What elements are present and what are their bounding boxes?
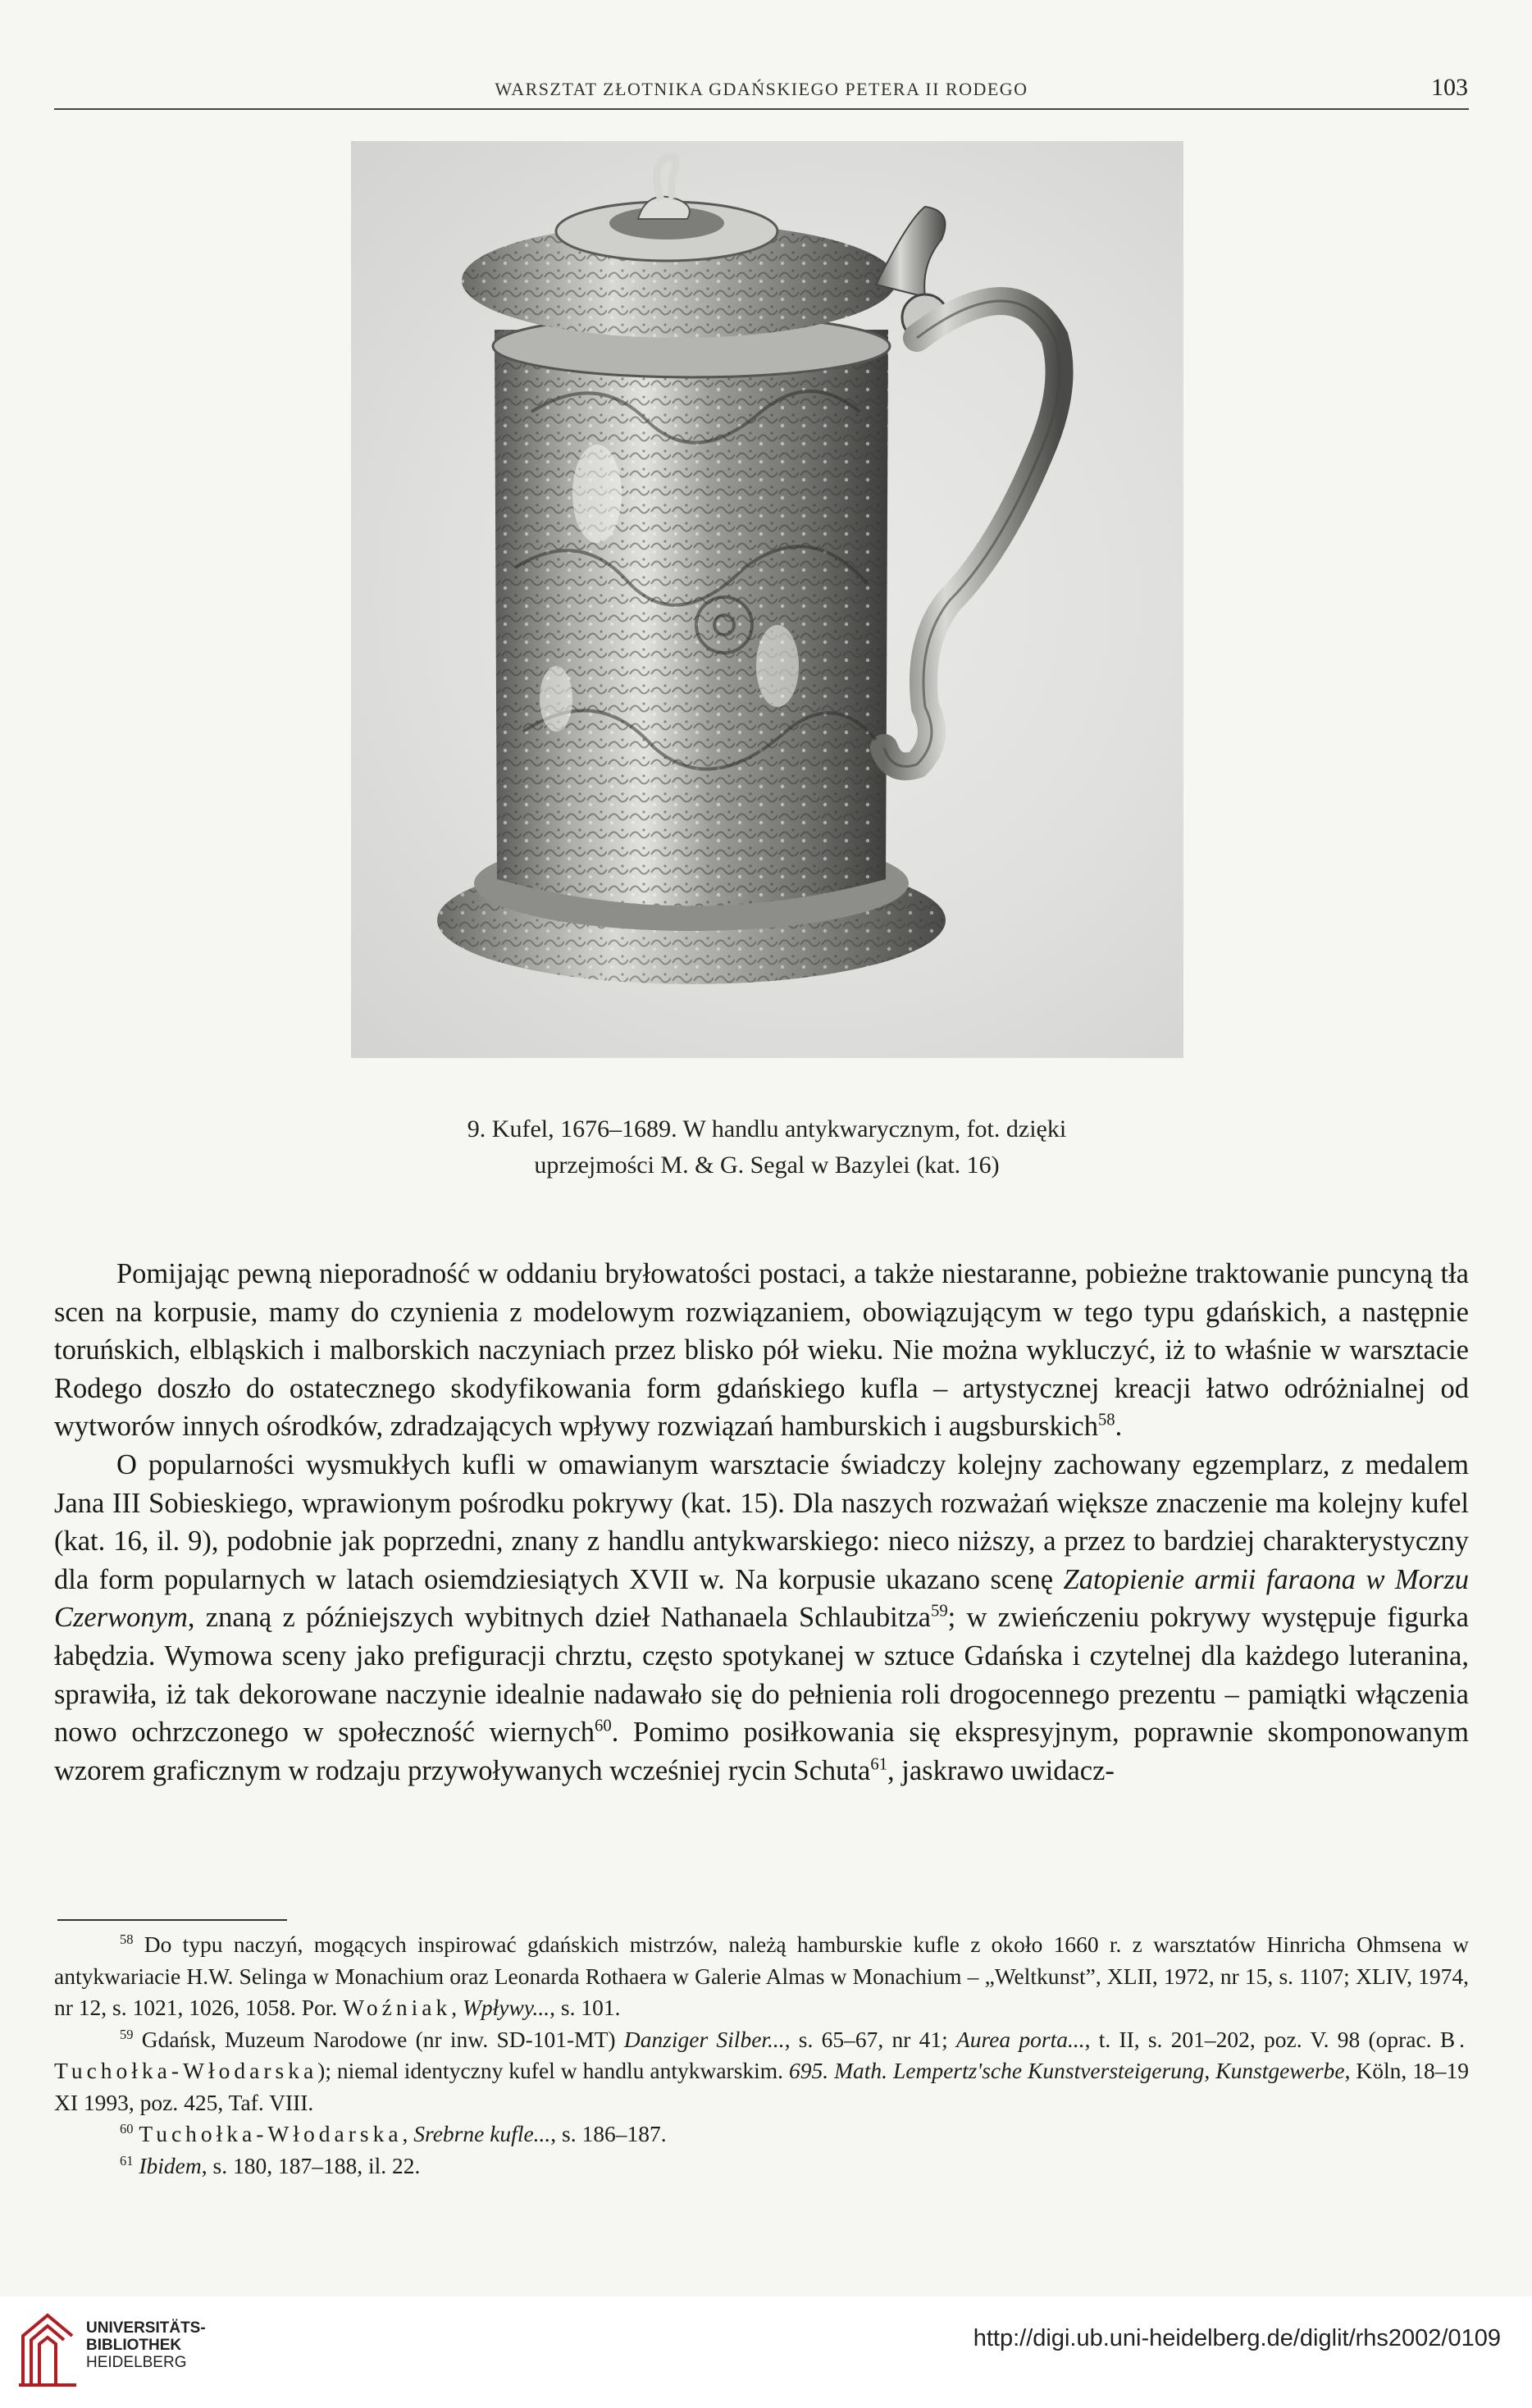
paragraph-2-text-a: O popularności wysmukłych kufli w omawianym warsztacie świadczy kolejny zachowany egzemplarz, z medalem Jana III Sobieskiego, wprawionym pośrodku pokrywy (kat. 15). Dla naszych rozważań większe znaczenie ma kolejny kufel (kat. 16, il. 9), podobnie jak poprzedni, znany z handlu antykwarskiego: nieco niższy, a przez to bardziej charakterystyczny dla form popularnych w latach osiemdziesiątych XVII w. Na korpusie ukazano scenę bbox=[54, 1448, 1469, 1595]
library-name bbox=[86, 2319, 206, 2371]
footnote-text: , s. 65–67, nr 41; bbox=[784, 2026, 956, 2052]
paragraph-2-text-e: , jaskrawo uwidacz- bbox=[887, 1754, 1115, 1786]
footnote-60 bbox=[54, 2118, 1469, 2150]
library-name-line-2: BIBLIOTHEK bbox=[86, 2337, 182, 2354]
library-logo-icon[interactable] bbox=[15, 2303, 80, 2397]
caption-line-1: 9. Kufel, 1676–1689. W handlu antykwarycznym, fot. dzięki bbox=[467, 1115, 1067, 1142]
library-name-line-3: HEIDELBERG bbox=[86, 2354, 187, 2371]
footnote-author: B. Tuchołka-Włodarska bbox=[54, 2026, 1470, 2083]
footnote-text: Do typu naczyń, mogących inspirować gdańskich mistrzów, należą hamburskie kufle z około 1660 r. z warsztatów Hinricha Ohmsena w antykwariacie H.W. Selinga w Monachium oraz Leonarda Rothaera w Galerie Almas w Monachium – „Weltkunst”, XLII, 1972, nr 15, s. 1107; XLIV, 1974, nr 12, s. 1021, 1026, 1058. Por. bbox=[54, 1931, 1469, 2020]
footnote-number: 59 bbox=[120, 2026, 134, 2042]
paragraph-2 bbox=[54, 1446, 1469, 1790]
footnotes bbox=[54, 1929, 1469, 2182]
footnote-number: 58 bbox=[120, 1931, 134, 1947]
footnote-58 bbox=[54, 1929, 1469, 2024]
paragraph-1 bbox=[54, 1255, 1469, 1446]
footnote-text: , s. 186–187. bbox=[550, 2121, 667, 2146]
footnote-separator: , bbox=[402, 2121, 414, 2146]
footnote-title: Wpływy... bbox=[462, 1995, 550, 2020]
footnote-title: Srebrne kufle... bbox=[413, 2121, 551, 2146]
footnote-ref-58[interactable]: 58 bbox=[1097, 1411, 1115, 1430]
footnote-61 bbox=[54, 2150, 1469, 2182]
paragraph-2-text-c: ; w zwieńczeniu pokrywy występuje figurka łabędzia. Wymowa sceny jako prefiguracji chrztu, często spotykanej w sztuce Gdańska i czytelnej dla każdego luteranina, sprawiła, iż tak dekorowane naczynie idealnie nadawało się do pełnienia roli drogocennego prezentu – pamiątki włączenia nowo ochrzczonego w społeczność wiernych bbox=[54, 1602, 1469, 1749]
footnote-title: Danziger Silber... bbox=[623, 2026, 785, 2052]
body-text bbox=[54, 1255, 1469, 1790]
footnote-text: , Köln, 18–19 XI 1993, poz. 425, Taf. VIII. bbox=[54, 2058, 1469, 2115]
page-number: 103 bbox=[1431, 74, 1468, 101]
footnote-text: , s. 180, 187–188, il. 22. bbox=[201, 2152, 421, 2178]
header-rule bbox=[54, 108, 1469, 110]
footnote-rule bbox=[57, 1919, 287, 1921]
footnote-separator: , bbox=[451, 1995, 463, 2020]
footnote-number: 61 bbox=[120, 2152, 134, 2169]
caption-line-2: uprzejmości M. & G. Segal w Bazylei (kat. 16) bbox=[534, 1152, 1000, 1179]
footnote-author: Tuchołka-Włodarska bbox=[139, 2121, 403, 2146]
footnote-title: 695. Math. Lempertz'sche Kunstversteigerung, Kunstgewerbe bbox=[789, 2058, 1345, 2083]
tankard-photograph bbox=[351, 141, 1183, 1058]
paragraph-1-end: . bbox=[1115, 1411, 1123, 1443]
footnote-number: 60 bbox=[120, 2120, 134, 2137]
paragraph-2-text-b: , znaną z późniejszych wybitnych dzieł Nathanaela Schlaubitza bbox=[187, 1602, 931, 1634]
footnote-title: Aurea porta... bbox=[955, 2026, 1085, 2052]
footnote-ref-60[interactable]: 60 bbox=[595, 1717, 612, 1735]
footnote-text: ); niemal identyczny kufel w handlu antykwarskim. bbox=[317, 2058, 790, 2083]
footnote-text: , s. 101. bbox=[549, 1995, 621, 2020]
footnote-ref-61[interactable]: 61 bbox=[870, 1755, 888, 1774]
footnote-ref-59[interactable]: 59 bbox=[930, 1602, 948, 1621]
figure-caption bbox=[353, 1111, 1181, 1183]
footnote-author: Woźniak bbox=[343, 1995, 452, 2020]
footnote-text: , t. II, s. 201–202, poz. V. 98 (oprac. bbox=[1084, 2026, 1440, 2052]
artwork-title: Zatopienie armii faraona w Morzu Czerwonym bbox=[54, 1563, 1469, 1634]
library-name-line-1: UNIVERSITÄTS- bbox=[86, 2319, 206, 2337]
paragraph-2-text-d: . Pomimo posiłkowania się ekspresyjnym, poprawnie skomponowanym wzorem graficznym w rodzaju przywoływanych wcześniej rycin Schuta bbox=[54, 1717, 1469, 1786]
running-title: WARSZTAT ZŁOTNIKA GDAŃSKIEGO PETERA II RODEGO bbox=[495, 79, 1028, 99]
footnote-text: Gdańsk, Muzeum Narodowe (nr inw. SD-101-MT) bbox=[141, 2026, 624, 2052]
footer-bar bbox=[0, 2296, 1532, 2408]
source-url-link[interactable]: http://digi.ub.uni-heidelberg.de/diglit/rhs2002/0109 bbox=[973, 2325, 1501, 2351]
paragraph-1-text: Pomijając pewną nieporadność w oddaniu bryłowatości postaci, a także niestaranne, pobieżne traktowanie puncyną tła scen na korpusie, mamy do czynienia z modelowym rozwiązaniem, obowiązującym w tego typu gdańskich, a następnie toruńskich, elbląskich i malborskich naczyniach przez blisko pół wieku. Nie można wykluczyć, iż to właśnie w warsztacie Rodego doszło do ostatecznego skodyfikowania form gdańskiego kufla – artystycznej kreacji łatwo odróżnialnej od wytworów innych ośrodków, zdradzających wpływy rozwiązań hamburskich i augsburskich bbox=[54, 1258, 1469, 1443]
footnote-59 bbox=[54, 2024, 1469, 2119]
footnote-title: Ibidem bbox=[139, 2152, 202, 2178]
